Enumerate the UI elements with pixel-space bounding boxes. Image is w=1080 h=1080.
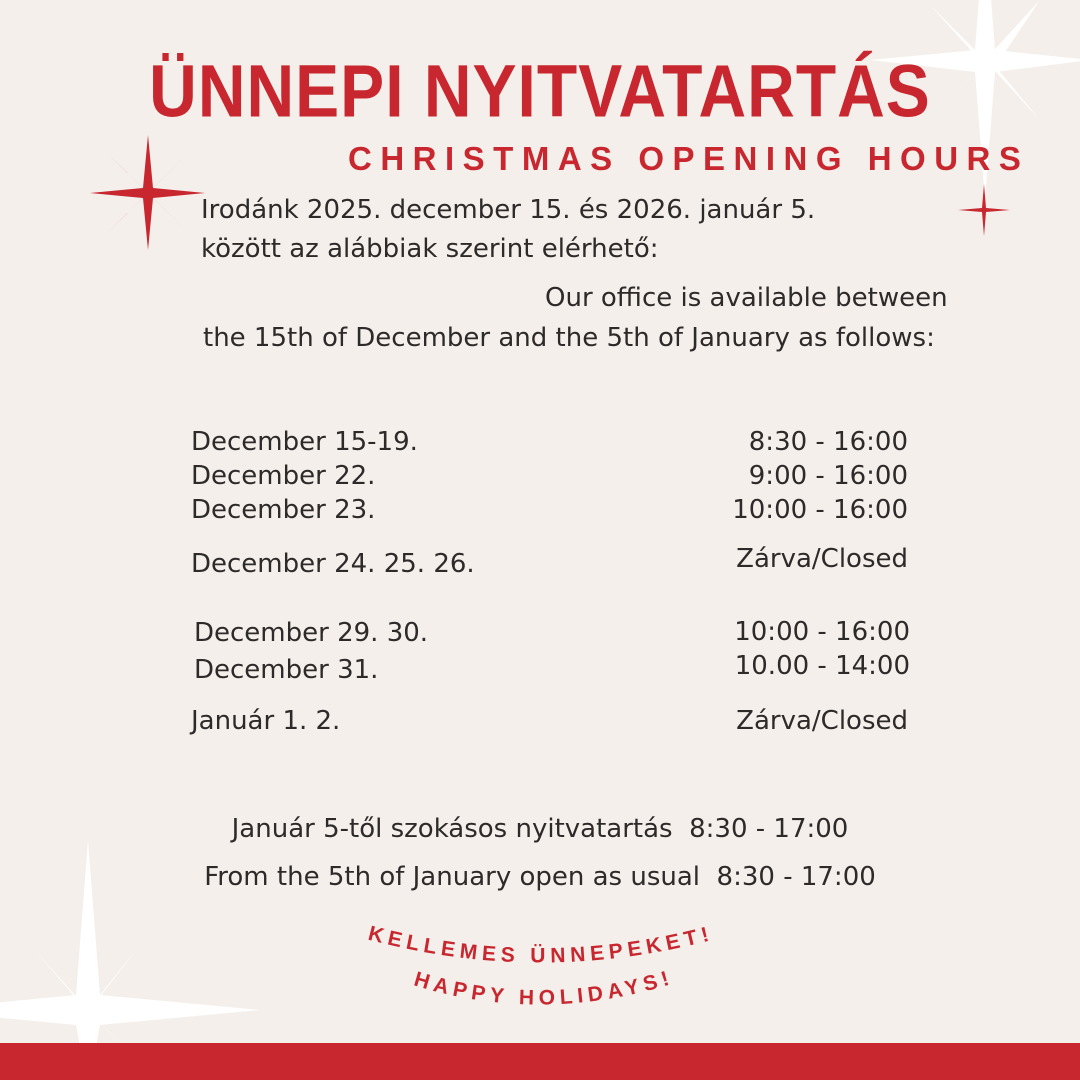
greeting-hu: KELLEMES ÜNNEPEKET! — [365, 921, 717, 968]
intro-en-line1: Our office is available between — [545, 283, 948, 313]
page-subtitle: CHRISTMAS OPENING HOURS — [348, 140, 1030, 177]
intro-hu-line1: Irodánk 2025. december 15. és 2026. január 5. — [201, 195, 816, 225]
schedule-hours: 10.00 - 14:00 — [734, 651, 910, 681]
schedule-date: December 22. — [191, 461, 376, 491]
schedule-date: December 15-19. — [191, 427, 418, 457]
schedule-hours: Zárva/Closed — [736, 706, 908, 736]
usual-hours-hu: Január 5-től szokásos nyitvatartás 8:30 - 17:00 — [231, 814, 849, 844]
schedule-hours: Zárva/Closed — [736, 544, 908, 574]
intro-hu-line2: között az alábbiak szerint elérhető: — [201, 234, 659, 264]
schedule-hours: 10:00 - 16:00 — [732, 495, 908, 525]
intro-en-line2: the 15th of December and the 5th of January as follows: — [203, 323, 935, 353]
page-title: ÜNNEPI NYITVATARTÁS — [149, 49, 931, 133]
schedule-date: December 24. 25. 26. — [191, 549, 475, 579]
schedule-date: December 29. 30. — [194, 618, 429, 648]
greeting-en: HAPPY HOLIDAYS! — [411, 965, 677, 1010]
usual-hours-en: From the 5th of January open as usual 8:30 - 17:00 — [204, 862, 876, 892]
schedule-date: December 23. — [191, 495, 376, 525]
schedule-hours: 8:30 - 16:00 — [748, 427, 908, 457]
schedule-date: Január 1. 2. — [191, 706, 341, 736]
schedule-hours: 9:00 - 16:00 — [748, 461, 908, 491]
schedule-date: December 31. — [194, 655, 379, 685]
bottom-bar — [0, 1043, 1080, 1080]
schedule-hours: 10:00 - 16:00 — [734, 617, 910, 647]
